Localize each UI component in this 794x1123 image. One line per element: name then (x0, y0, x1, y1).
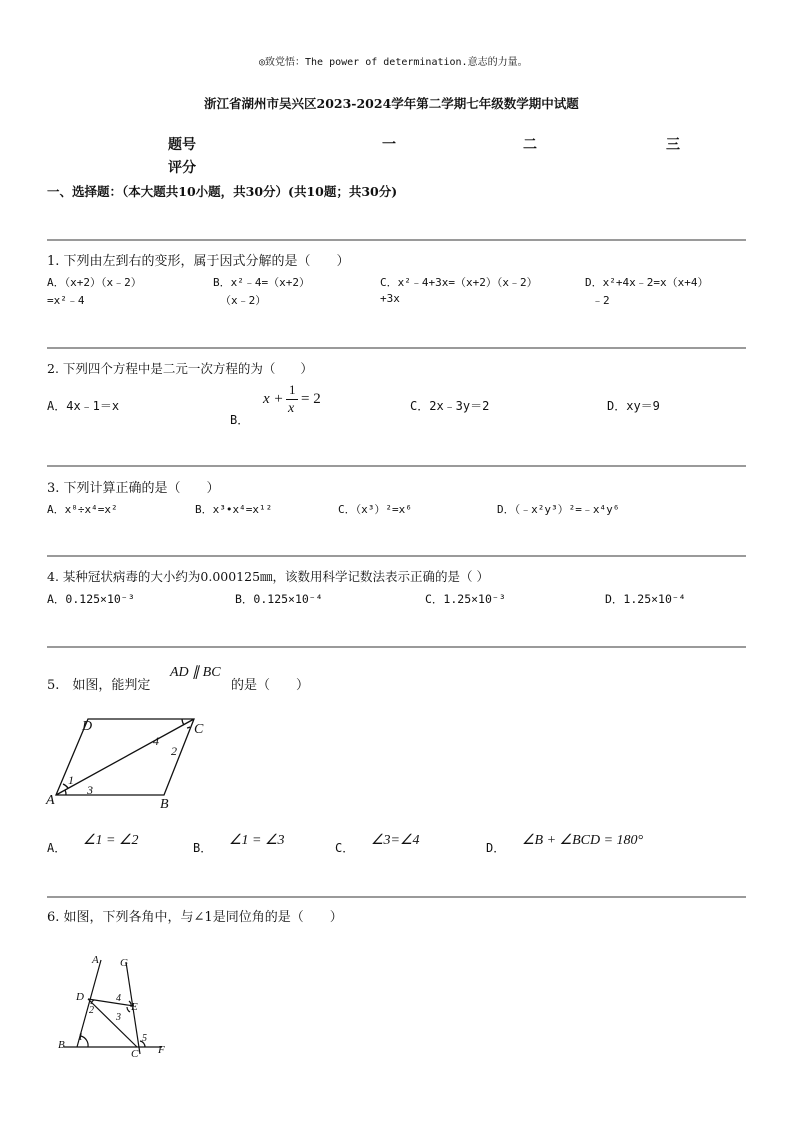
angle-1-label: 1 (68, 773, 74, 787)
q1-option-b-cont: （x﹣2） (220, 294, 267, 307)
vertex-c-label: C (194, 722, 204, 737)
q5-stem-math: AD ∥ BC (170, 665, 221, 680)
score-col-2: 二 (523, 137, 537, 153)
angle-1-label: 1 (78, 1032, 83, 1043)
q1-option-c: C．x²﹣4+3x=（x+2）（x﹣2） (380, 276, 538, 289)
section-heading: 一、选择题：（本大题共10小题，共30分）(共10题；共30分) (47, 184, 398, 199)
q2-option-a: A．4x﹣1＝x (47, 399, 120, 413)
q2-option-d: D．xy＝9 (607, 399, 660, 413)
q5-option-a-math: ∠1 = ∠2 (83, 833, 139, 848)
point-f-label: F (158, 1044, 165, 1056)
q1-option-b: B．x²﹣4=（x+2） (213, 276, 310, 289)
q5-option-d-math: ∠B + ∠BCD = 180° (522, 833, 644, 848)
q5-stem-suffix: 的是（ ） (231, 678, 310, 693)
q5-option-b-label: B． (193, 841, 213, 855)
score-col-1: 一 (382, 137, 396, 153)
point-c-label: C (131, 1048, 139, 1060)
q4-option-d: D．1.25×10⁻⁴ (605, 592, 686, 606)
q5-stem-prefix: 5. 如图，能判定 (47, 678, 151, 693)
point-e-label: E (131, 1001, 138, 1013)
q1-option-a-cont: =x²﹣4 (47, 294, 85, 307)
parallelogram-figure (44, 716, 214, 811)
page-title: 浙江省湖州市吴兴区2023-2024学年第二学期七年级数学期中试题 (204, 96, 579, 111)
divider (47, 465, 746, 467)
angle-arc (127, 1007, 130, 1012)
angle-arc (65, 790, 66, 795)
divider (47, 896, 746, 898)
q1-option-c-cont: +3x (380, 292, 400, 305)
score-row-head: 评分 (168, 160, 196, 176)
divider (47, 347, 746, 349)
q3-option-c: C．（x³）²=x⁶ (338, 503, 412, 516)
fraction-bar (286, 399, 298, 400)
angle-arc (182, 719, 184, 725)
q5-option-d-label: D． (486, 841, 506, 855)
q4-stem: 4. 某种冠状病毒的大小约为0.000125㎜，该数用科学记数法表示正确的是（ ） (47, 569, 490, 584)
q2-option-b-numerator: 1 (289, 382, 296, 397)
q4-option-a: A．0.125×10⁻³ (47, 592, 135, 606)
q3-option-b: B．x³•x⁴=x¹² (195, 503, 273, 516)
point-a-label: A (92, 954, 99, 966)
q2-option-b-rhs: = 2 (301, 391, 321, 407)
angle-4-label: 4 (116, 993, 121, 1004)
score-col-3: 三 (666, 137, 680, 153)
point-g-label: G (120, 957, 128, 969)
angle-3-label: 3 (87, 783, 93, 797)
angle-2-label: 2 (89, 1005, 94, 1016)
q5-option-a-label: A． (47, 841, 67, 855)
vertex-a-label: A (46, 793, 55, 808)
line-dc (88, 999, 137, 1047)
q5-option-c-label: C． (335, 841, 355, 855)
header-note: ◎致党悟：The power of determination.意志的力量。 (259, 57, 528, 68)
point-d-label: D (76, 991, 84, 1003)
angle-arc (187, 727, 190, 728)
vertex-b-label: B (160, 797, 169, 811)
q3-option-d: D．（﹣x²y³）²=﹣x⁴y⁶ (497, 503, 620, 516)
q2-option-b-label: B． (230, 413, 250, 427)
q2-stem: 2. 下列四个方程中是二元一次方程的为（ ） (47, 361, 313, 376)
q1-option-a: A．（x+2）（x﹣2） (47, 276, 142, 289)
angle-5-label: 5 (142, 1033, 147, 1044)
angle-4-label: 4 (153, 734, 159, 748)
q2-option-b-denominator: x (288, 401, 295, 416)
divider (47, 646, 746, 648)
q2-option-c: C．2x﹣3y＝2 (410, 399, 490, 413)
score-col-head: 题号 (168, 137, 196, 153)
angle-3-label: 3 (116, 1012, 121, 1023)
q5-option-b-math: ∠1 = ∠3 (229, 833, 285, 848)
point-b-label: B (58, 1039, 65, 1051)
q1-option-d-cont: ﹣2 (592, 294, 610, 307)
angle-2-label: 2 (171, 744, 177, 758)
divider (47, 555, 746, 557)
q4-option-b: B．0.125×10⁻⁴ (235, 592, 323, 606)
q5-option-c-math: ∠3=∠4 (371, 833, 420, 848)
vertex-d-label: D (82, 719, 93, 734)
divider (47, 239, 746, 241)
q6-stem: 6. 如图，下列各角中，与∠1是同位角的是（ ） (47, 910, 343, 925)
q2-option-b-lhs: x + (263, 391, 284, 407)
q3-stem: 3. 下列计算正确的是（ ） (47, 481, 220, 496)
q1-stem: 1. 下列由左到右的变形，属于因式分解的是（ ） (47, 254, 350, 269)
q4-option-c: C．1.25×10⁻³ (425, 592, 506, 606)
transversal-figure (54, 950, 180, 1060)
q3-option-a: A．x⁸÷x⁴=x² (47, 503, 118, 516)
q1-option-d: D．x²+4x﹣2=x（x+4） (585, 276, 709, 289)
